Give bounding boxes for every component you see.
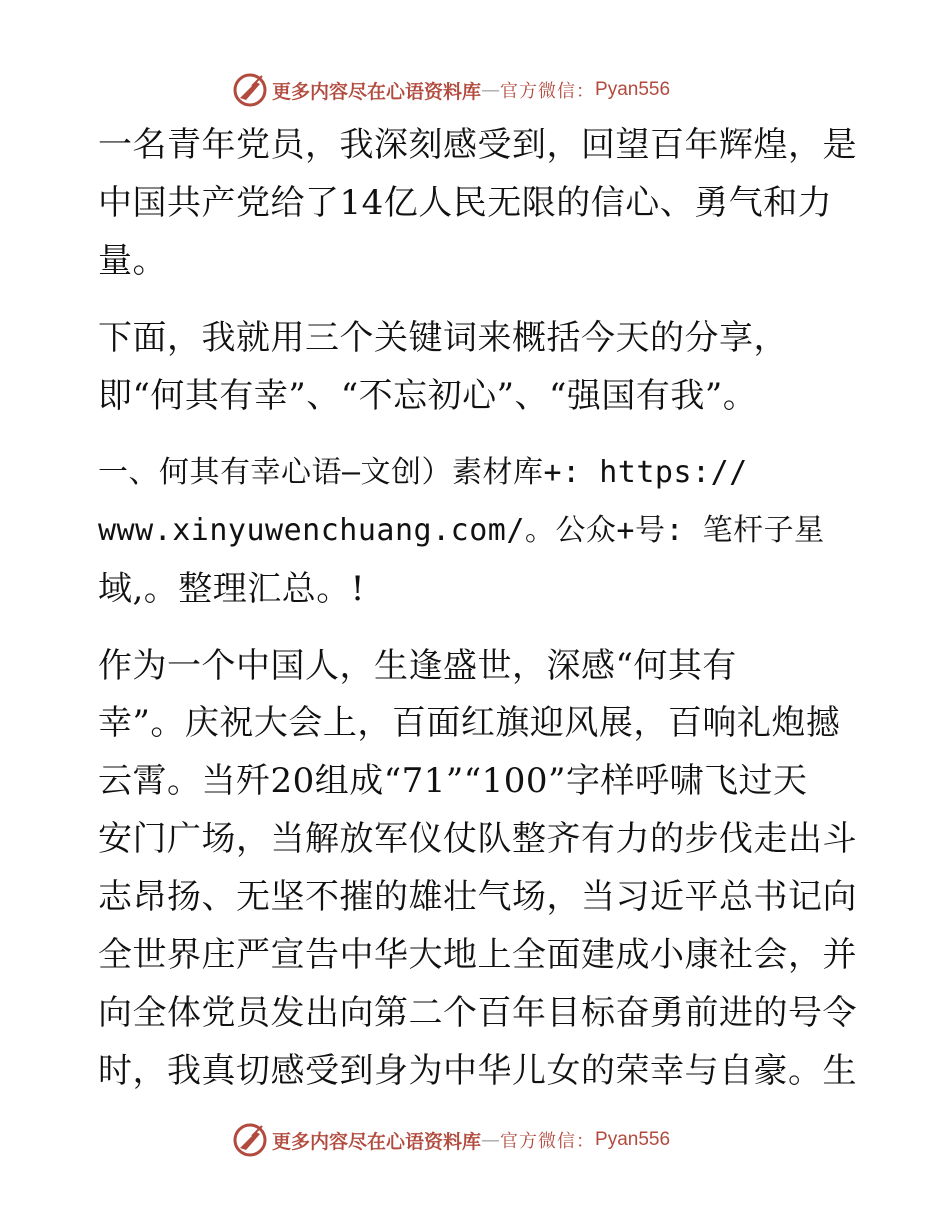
quill-pen-logo-icon bbox=[232, 1122, 268, 1158]
watermark-wechat-id: Pyan556 bbox=[595, 1129, 671, 1150]
body-line: 下面，我就用三个关键词来概括今天的分享， bbox=[98, 318, 788, 358]
body-line: 作为一个中国人，生逢盛世，深感“何其有 bbox=[98, 646, 737, 686]
watermark-dash: — bbox=[481, 79, 501, 101]
quill-pen-logo-icon bbox=[232, 72, 268, 108]
watermark-banner-top bbox=[232, 70, 670, 110]
watermark-text-main: 更多内容尽在心语资料库 bbox=[272, 80, 482, 103]
watermark-wechat-id: Pyan556 bbox=[595, 79, 671, 100]
body-line: www.xinyuwenchuang.com/。公众+号: 笔杆子星 bbox=[98, 513, 825, 548]
body-line: 云霄。当歼20组成“71”“100”字样呼啸飞过天 bbox=[98, 761, 808, 801]
watermark-wechat-label: 官方微信： bbox=[500, 1131, 596, 1152]
watermark-banner-bottom bbox=[232, 1120, 670, 1160]
body-line: 中国共产党给了14亿人民无限的信心、勇气和力 bbox=[98, 183, 833, 223]
body-line: 幸”。庆祝大会上，百面红旗迎风展，百响礼炮撼 bbox=[98, 703, 841, 743]
body-line: 安门广场，当解放军仪仗队整齐有力的步伐走出斗 bbox=[98, 819, 857, 859]
watermark-text-main: 更多内容尽在心语资料库 bbox=[272, 1130, 482, 1153]
body-line: 即“何其有幸”、“不忘初心”、“强国有我”。 bbox=[98, 376, 758, 416]
watermark-dash: — bbox=[481, 1129, 501, 1151]
body-line: 志昂扬、无坚不摧的雄壮气场，当习近平总书记向 bbox=[98, 877, 857, 917]
watermark-wechat-label: 官方微信： bbox=[500, 81, 596, 102]
body-line: 一、何其有幸心语—文创）素材库+: https:// bbox=[98, 455, 748, 490]
body-line: 量。 bbox=[98, 241, 167, 281]
body-line: 向全体党员发出向第二个百年目标奋勇前进的号令 bbox=[98, 993, 857, 1033]
body-line: 全世界庄严宣告中华大地上全面建成小康社会，并 bbox=[98, 935, 857, 975]
body-line: 域,。整理汇总。! bbox=[98, 569, 365, 609]
body-line: 时，我真切感受到身为中华儿女的荣幸与自豪。生 bbox=[98, 1051, 857, 1091]
body-line: 一名青年党员，我深刻感受到，回望百年辉煌，是 bbox=[98, 125, 857, 165]
